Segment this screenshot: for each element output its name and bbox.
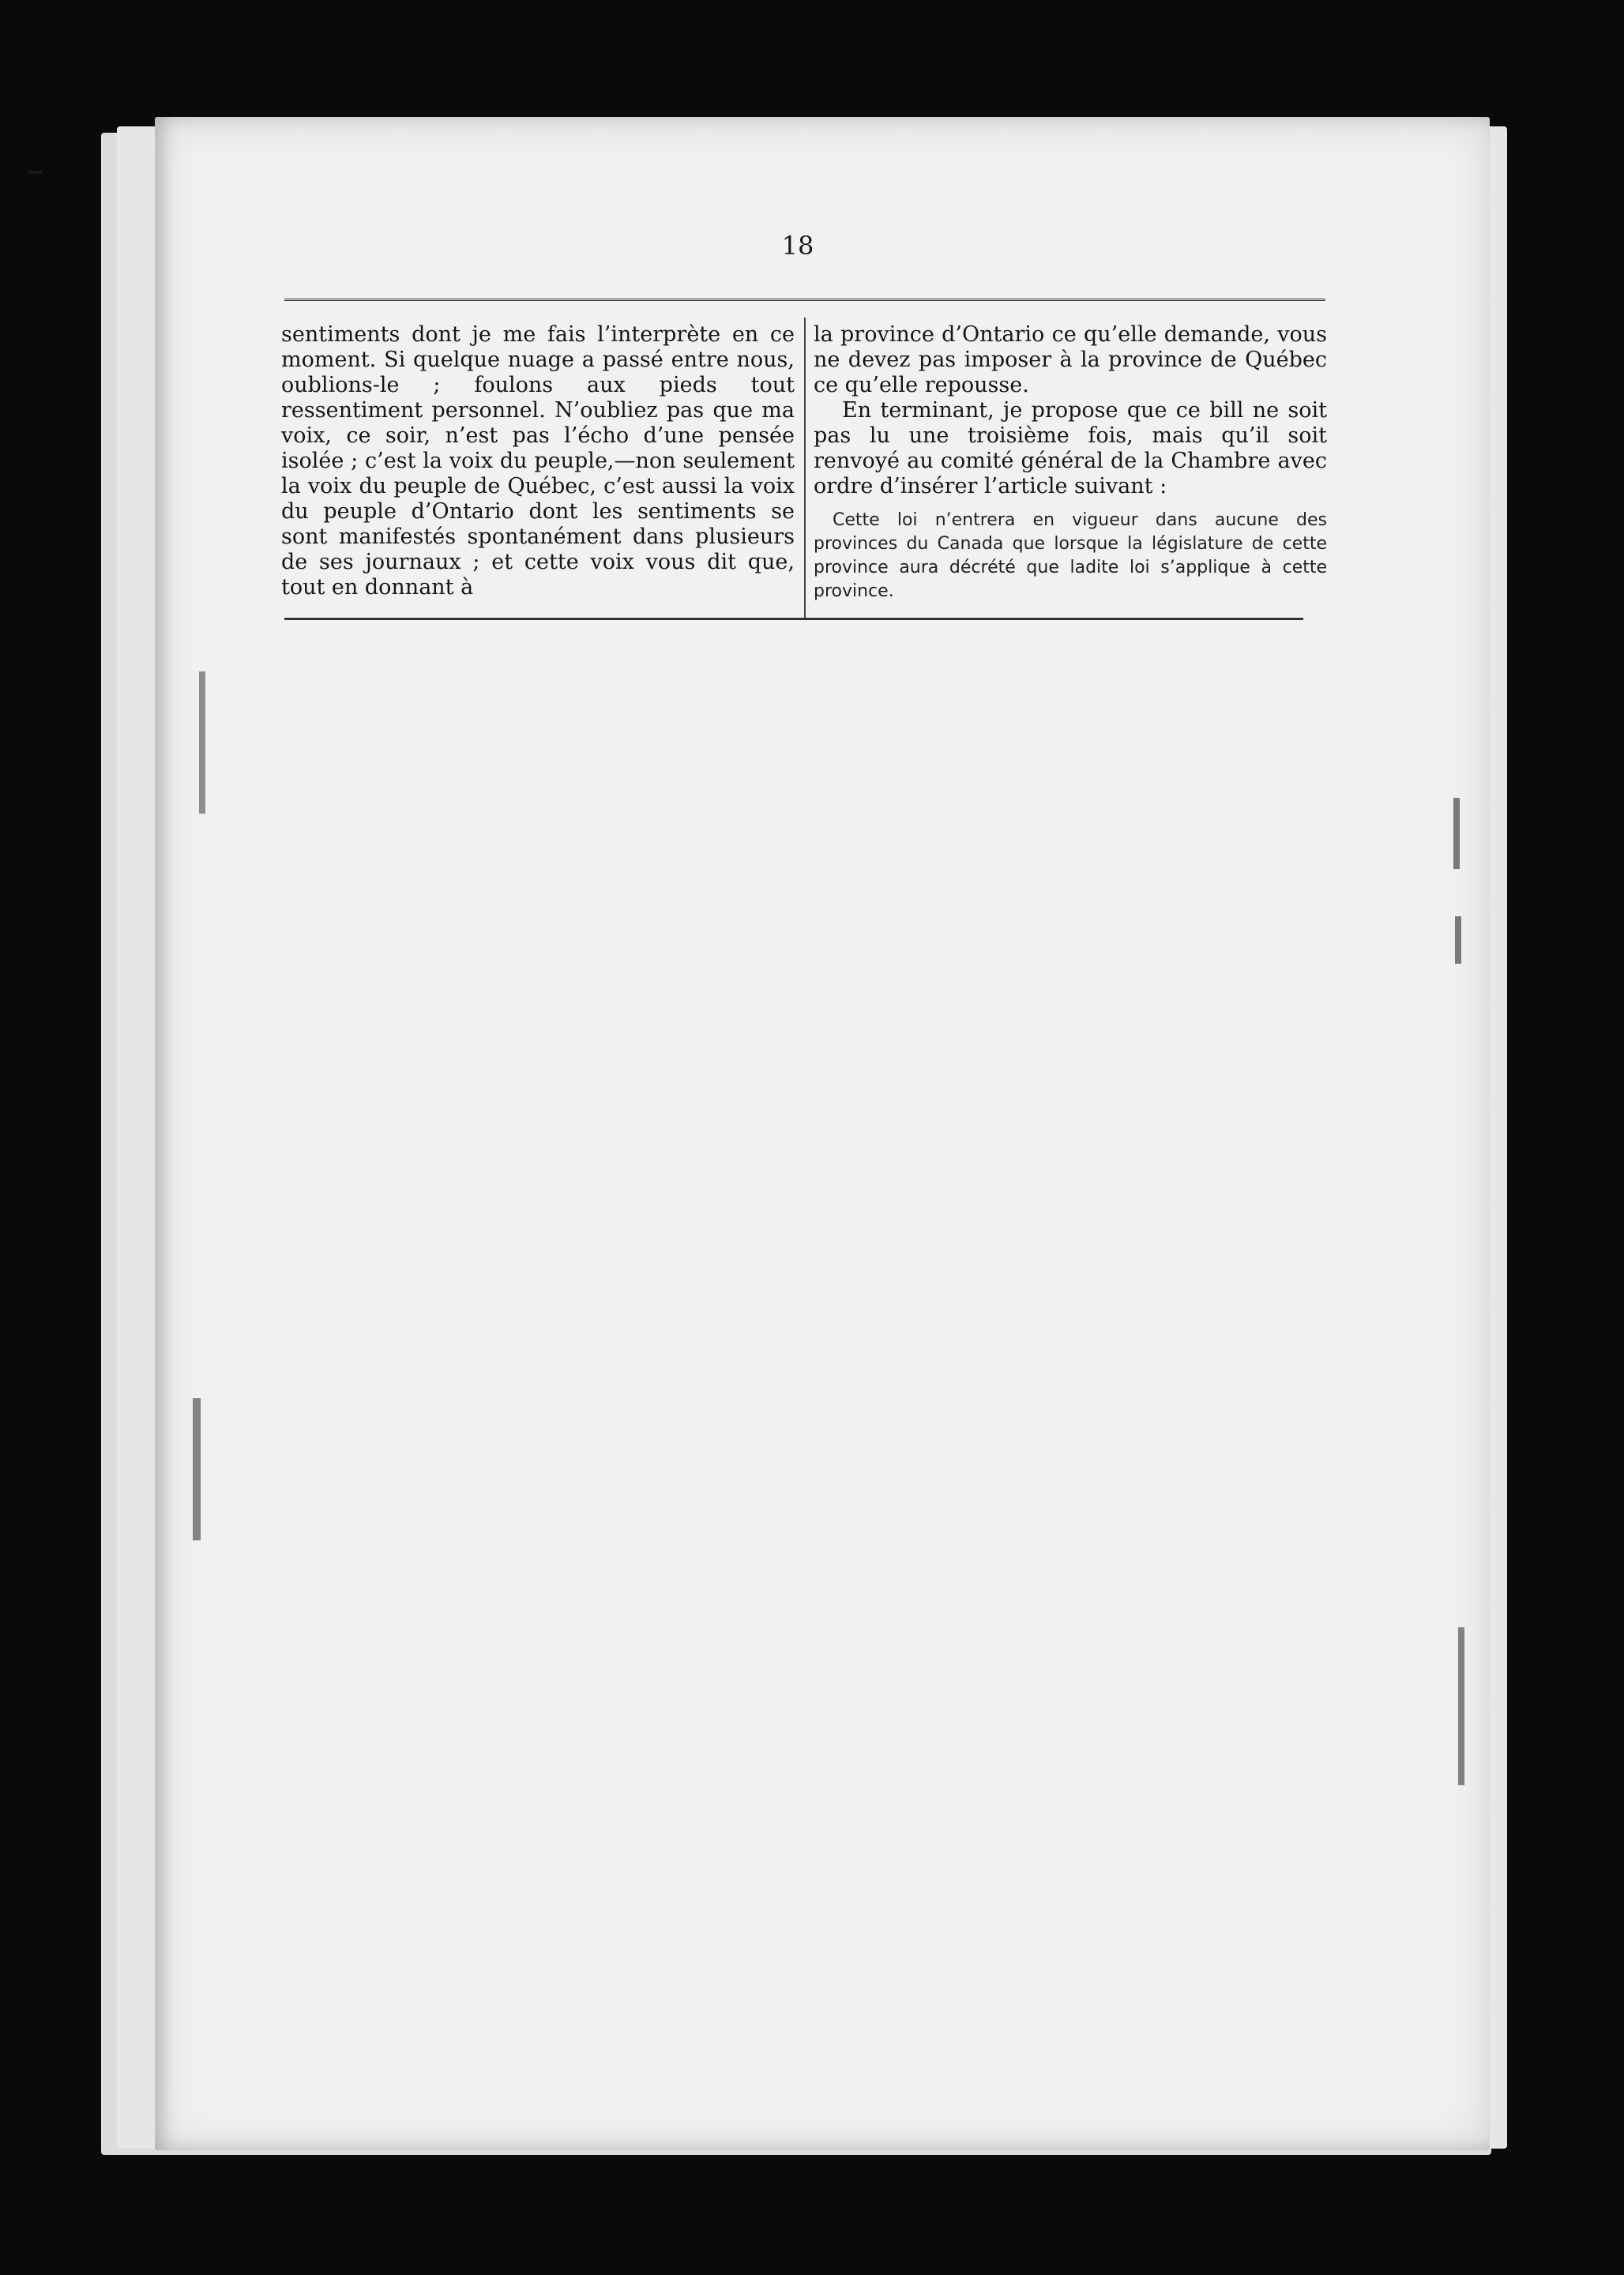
footer-rule — [284, 618, 1303, 620]
left-column — [281, 322, 795, 600]
right-paragraph-1: la province d’Ontario ce qu’elle demande, vous ne devez pas imposer à la province de Québec ce qu’elle repousse. — [814, 322, 1327, 397]
quoted-article: Cette loi n’entrera en vigueur dans aucune des provinces du Canada que lorsque la législature de cette province aura décrété que ladite loi s’applique à cette province. — [814, 510, 1327, 601]
scan-artifact — [193, 1398, 201, 1540]
column-divider — [804, 318, 806, 618]
right-column — [814, 322, 1327, 604]
scan-artifact — [199, 671, 205, 814]
page-number: 18 — [781, 231, 814, 261]
right-paragraph-2: En terminant, je propose que ce bill ne soit pas lu une troisième fois, mais qu’il soit renvoyé au comité général de la Chambre avec ordre d’insérer l’article suivant : — [814, 398, 1327, 498]
scan-artifact — [28, 171, 43, 174]
scan-artifact — [1458, 1627, 1464, 1785]
scan-artifact — [1455, 916, 1461, 964]
scan-artifact — [1453, 798, 1460, 869]
left-column-text: sentiments dont je me fais l’interprète en ce moment. Si quelque nuage a passé entre nous, oublions-le ; foulons aux pieds tout ressentiment personnel. N’oubliez pas que ma voix, ce soir, n’est pas l’écho d’une pensée isolée ; c’est la voix du peuple,—non seulement la voix du peuple de Québec, c’est aussi la voix du peuple d’Ontario dont les sentiments se sont manifestés spontanément dans plusieurs de ses journaux ; et cette voix vous dit que, tout en donnant à — [281, 322, 795, 600]
header-rule — [284, 299, 1325, 301]
